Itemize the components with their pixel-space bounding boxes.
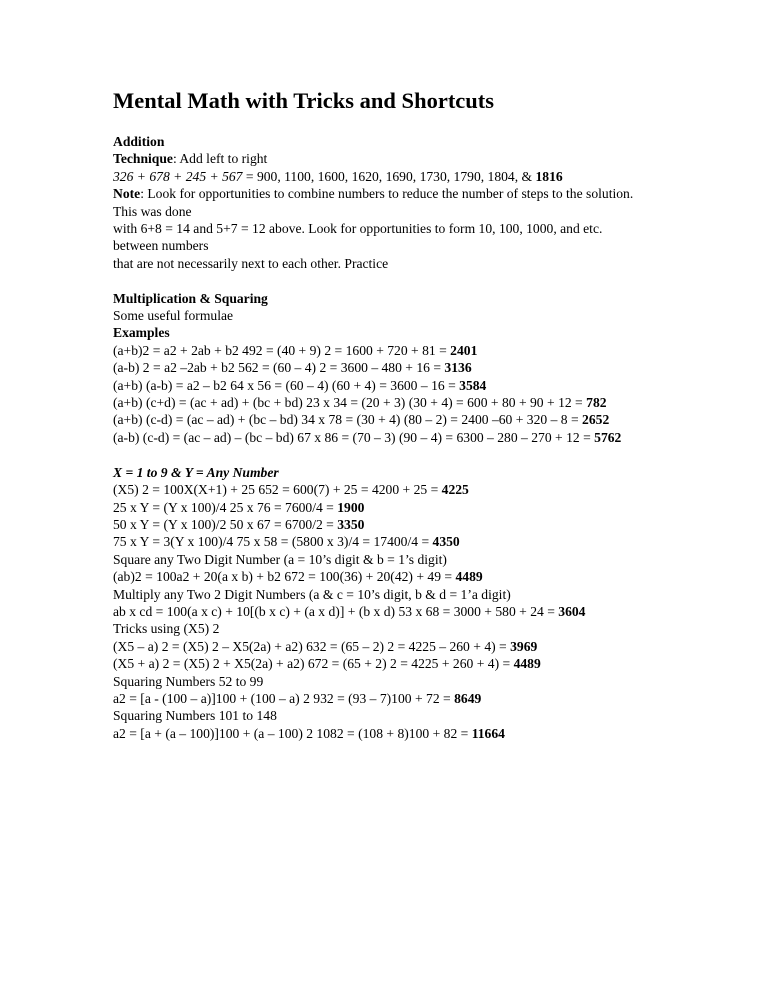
formula-text: (ab)2 = 100a2 + 20(a x b) + b2 672 = 100(36) + 20(42) + 49 = bbox=[113, 569, 456, 585]
formula-text: Squaring Numbers 52 to 99 bbox=[113, 673, 264, 689]
formula-line bbox=[113, 725, 638, 742]
formula-result: 4225 bbox=[441, 482, 469, 498]
formula-line bbox=[113, 655, 638, 672]
formula-line bbox=[113, 377, 638, 394]
formula-line bbox=[113, 586, 638, 603]
formula-line bbox=[113, 707, 638, 724]
formula-text: 50 x Y = (Y x 100)/2 50 x 67 = 6700/2 = bbox=[113, 516, 338, 532]
examples-label: Examples bbox=[113, 325, 170, 341]
formula-text: Multiply any Two 2 Digit Numbers (a & c = 10’s digit, b & d = 1’a digit) bbox=[113, 586, 511, 602]
note-label: Note bbox=[113, 186, 141, 202]
technique-line bbox=[113, 150, 638, 167]
formula-result: 1900 bbox=[337, 499, 365, 515]
sum-expression: 326 + 678 + 245 + 567 bbox=[113, 168, 243, 184]
formula-result: 2652 bbox=[582, 412, 610, 428]
formula-result: 5762 bbox=[594, 429, 622, 445]
note-text-1: : Look for opportunities to combine numbers to reduce the number of steps to the solution. This was done bbox=[113, 186, 634, 219]
formula-result: 8649 bbox=[454, 690, 482, 706]
document-body bbox=[113, 133, 638, 742]
formula-line bbox=[113, 638, 638, 655]
formula-text: Tricks using (X5) 2 bbox=[113, 621, 220, 637]
formula-line bbox=[113, 411, 638, 428]
formula-result: 4350 bbox=[432, 534, 460, 550]
addition-heading: Addition bbox=[113, 134, 165, 149]
formula-result: 3604 bbox=[558, 603, 586, 619]
formula-line bbox=[113, 690, 638, 707]
formula-text: (a+b) (c-d) = (ac – ad) + (bc – bd) 34 x 78 = (30 + 4) (80 – 2) = 2400 –60 + 320 – 8 = bbox=[113, 412, 583, 428]
formula-text: Square any Two Digit Number (a = 10’s digit & b = 1’s digit) bbox=[113, 551, 447, 567]
x-section-formula-list bbox=[113, 481, 638, 742]
formula-line bbox=[113, 359, 638, 376]
formula-line bbox=[113, 394, 638, 411]
formula-result: 3350 bbox=[337, 516, 365, 532]
note-text-3: that are not necessarily next to each other. Practice bbox=[113, 255, 389, 271]
technique-label: Technique bbox=[113, 151, 173, 167]
note-text-2: with 6+8 = 14 and 5+7 = 12 above. Look for opportunities to form 10, 100, 1000, and etc. between numbers bbox=[113, 221, 603, 254]
formula-result: 11664 bbox=[471, 725, 505, 741]
formula-line bbox=[113, 673, 638, 690]
formula-text: a2 = [a + (a – 100)]100 + (a – 100) 2 1082 = (108 + 8)100 + 82 = bbox=[113, 725, 472, 741]
formula-result: 3136 bbox=[444, 360, 472, 376]
formula-line bbox=[113, 551, 638, 568]
formula-text: (a+b)2 = a2 + 2ab + b2 492 = (40 + 9) 2 = 1600 + 720 + 81 = bbox=[113, 342, 451, 358]
multiplication-formula-list bbox=[113, 342, 638, 446]
formula-result: 4489 bbox=[513, 656, 541, 672]
formula-result: 782 bbox=[586, 395, 607, 411]
formula-result: 4489 bbox=[455, 569, 483, 585]
formula-text: 75 x Y = 3(Y x 100)/4 75 x 58 = (5800 x 3)/4 = 17400/4 = bbox=[113, 534, 433, 550]
formula-text: ab x cd = 100(a x c) + 10[(b x c) + (a x d)] + (b x d) 53 x 68 = 3000 + 580 + 24 = bbox=[113, 603, 559, 619]
formula-line bbox=[113, 481, 638, 498]
formula-line bbox=[113, 499, 638, 516]
formula-text: (a-b) 2 = a2 –2ab + b2 562 = (60 – 4) 2 = 3600 – 480 + 16 = bbox=[113, 360, 445, 376]
formula-line bbox=[113, 533, 638, 550]
formula-text: (X5 – a) 2 = (X5) 2 – X5(2a) + a2) 632 = (65 – 2) 2 = 4225 – 260 + 4) = bbox=[113, 638, 511, 654]
formula-line bbox=[113, 568, 638, 585]
formula-text: Squaring Numbers 101 to 148 bbox=[113, 708, 277, 724]
formula-text: (X5 + a) 2 = (X5) 2 + X5(2a) + a2) 672 = (65 + 2) 2 = 4225 + 260 + 4) = bbox=[113, 656, 514, 672]
formula-text: (a+b) (a-b) = a2 – b2 64 x 56 = (60 – 4) (60 + 4) = 3600 – 16 = bbox=[113, 377, 460, 393]
sum-result: 1816 bbox=[535, 168, 563, 184]
note-paragraph bbox=[113, 185, 638, 220]
formula-result: 3969 bbox=[510, 638, 538, 654]
formula-text: (X5) 2 = 100X(X+1) + 25 652 = 600(7) + 25 = 4200 + 25 = bbox=[113, 482, 442, 498]
formula-text: 25 x Y = (Y x 100)/4 25 x 76 = 7600/4 = bbox=[113, 499, 338, 515]
x-section-heading: X = 1 to 9 & Y = Any Number bbox=[113, 464, 279, 480]
multiplication-heading: Multiplication & Squaring bbox=[113, 290, 268, 306]
formula-text: (a-b) (c-d) = (ac – ad) – (bc – bd) 67 x 86 = (70 – 3) (90 – 4) = 6300 – 280 – 270 + 12 = bbox=[113, 429, 595, 445]
formula-line bbox=[113, 516, 638, 533]
multiplication-subheading: Some useful formulae bbox=[113, 308, 234, 324]
sum-steps: = 900, 1100, 1600, 1620, 1690, 1730, 1790, 1804, & bbox=[242, 168, 536, 184]
formula-text: (a+b) (c+d) = (ac + ad) + (bc + bd) 23 x 34 = (20 + 3) (30 + 4) = 600 + 80 + 90 + 12 = bbox=[113, 395, 587, 411]
sum-line bbox=[113, 168, 638, 185]
formula-text: a2 = [a - (100 – a)]100 + (100 – a) 2 932 = (93 – 7)100 + 72 = bbox=[113, 690, 455, 706]
page-title: Mental Math with Tricks and Shortcuts bbox=[113, 88, 495, 113]
formula-line bbox=[113, 342, 638, 359]
formula-line bbox=[113, 603, 638, 620]
formula-result: 3584 bbox=[459, 377, 487, 393]
formula-result: 2401 bbox=[450, 342, 478, 358]
formula-line bbox=[113, 620, 638, 637]
formula-line bbox=[113, 429, 638, 446]
technique-text: : Add left to right bbox=[172, 151, 268, 167]
